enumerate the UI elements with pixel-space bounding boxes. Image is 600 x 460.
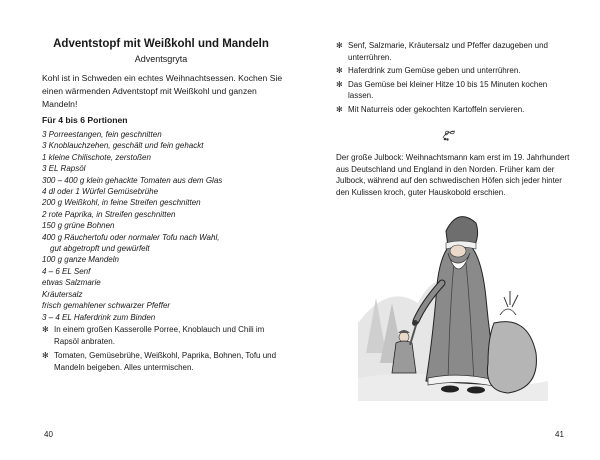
ingredient-item: 4 dl oder 1 Würfel Gemüsebrühe <box>42 187 159 197</box>
step-item <box>336 104 568 116</box>
recipe-title: Adventstopf mit Weißkohl und Mandeln <box>53 38 269 50</box>
ingredient-item: 2 rote Paprika, in Streifen geschnitten <box>42 209 176 219</box>
step-text: Tomaten, Gemüsebrühe, Weißkohl, Paprika, Bohnen, Tofu und Mandeln beigeben. Alles untermischen. <box>54 351 277 372</box>
ingredient-item: 3 EL Rapsöl <box>42 164 86 174</box>
ingredients-list <box>42 129 292 323</box>
recipe-intro: Kohl ist in Schweden ein echtes Weihnachtsessen. Kochen Sie einen wärmenden Adventstopf mit Weißkohl und ganzen Mandeln! <box>42 73 283 109</box>
ingredient-item: 4 – 6 EL Senf <box>42 266 91 276</box>
right-page <box>300 0 600 460</box>
bullet-star-icon: ✻ <box>42 325 49 334</box>
steps-list-right <box>336 40 568 117</box>
page-number-right: 41 <box>555 430 564 439</box>
step-text: Mit Naturreis oder gekochten Kartoffeln servieren. <box>348 104 525 114</box>
step-item <box>336 79 568 102</box>
ingredient-item: 150 g grüne Bohnen <box>42 221 115 231</box>
step-text: Haferdrink zum Gemüse geben und unterrühren. <box>348 66 521 75</box>
step-item <box>336 65 568 77</box>
step-item <box>42 324 282 347</box>
ingredient-item: 3 – 4 EL Haferdrink zum Binden <box>42 312 156 322</box>
step-item <box>42 350 282 373</box>
trivia-text: Der große Julbock: Weihnachtsmann kam erst im 19. Jahrhundert aus Deutschland und England in den Norden. Früher kam der Julbock, während auf den schwedischen Höfen sich jeder hinter den Kulissen kroch, guter Hauskobold erschien. <box>336 153 570 197</box>
ingredient-item: 3 Porreestangen, fein geschnitten <box>42 130 162 139</box>
step-item <box>336 40 568 63</box>
holly-sprig-icon <box>440 128 458 142</box>
steps-list-left <box>42 324 282 376</box>
recipe-subtitle: Adventsgryta <box>134 54 188 64</box>
bullet-star-icon: ✻ <box>336 104 343 114</box>
ingredient-item: 200 g Weißkohl, in feine Streifen geschnitten <box>42 198 201 208</box>
ingredient-item: 300 – 400 g klein gehackte Tomaten aus dem Glas <box>42 175 223 185</box>
bullet-star-icon: ✻ <box>336 79 343 89</box>
step-text: In einem großen Kasserolle Porree, Knoblauch und Chili im Rapsöl anbraten. <box>54 325 265 346</box>
ingredient-item: 1 kleine Chilischote, zerstoßen <box>42 152 151 162</box>
santa-claus-with-child-illustration <box>358 203 548 401</box>
ingredient-item: 400 g Räuchertofu oder normaler Tofu nach Wahl, <box>42 232 220 242</box>
step-text: Das Gemüse bei kleiner Hitze 10 bis 15 Minuten kochen lassen. <box>348 79 548 100</box>
ingredient-item: 3 Knoblauchzehen, geschält und fein gehackt <box>42 141 204 151</box>
bullet-star-icon: ✻ <box>42 351 49 360</box>
ingredient-item: 100 g ganze Mandeln <box>42 255 119 265</box>
ingredient-item: etwas Salzmarie <box>42 278 101 288</box>
page-number-left: 40 <box>44 430 53 439</box>
ingredient-item: frisch gemahlener schwarzer Pfeffer <box>42 301 171 311</box>
bullet-star-icon: ✻ <box>336 41 343 50</box>
ingredient-item: gut abgetropft und gewürfelt <box>50 244 150 254</box>
ingredient-item: Kräutersalz <box>42 289 83 299</box>
portions-heading: Für 4 bis 6 Portionen <box>42 115 128 125</box>
step-text: Senf, Salzmarie, Kräutersalz und Pfeffer dazugeben und unterrühren. <box>348 41 548 62</box>
bullet-star-icon: ✻ <box>336 66 343 75</box>
